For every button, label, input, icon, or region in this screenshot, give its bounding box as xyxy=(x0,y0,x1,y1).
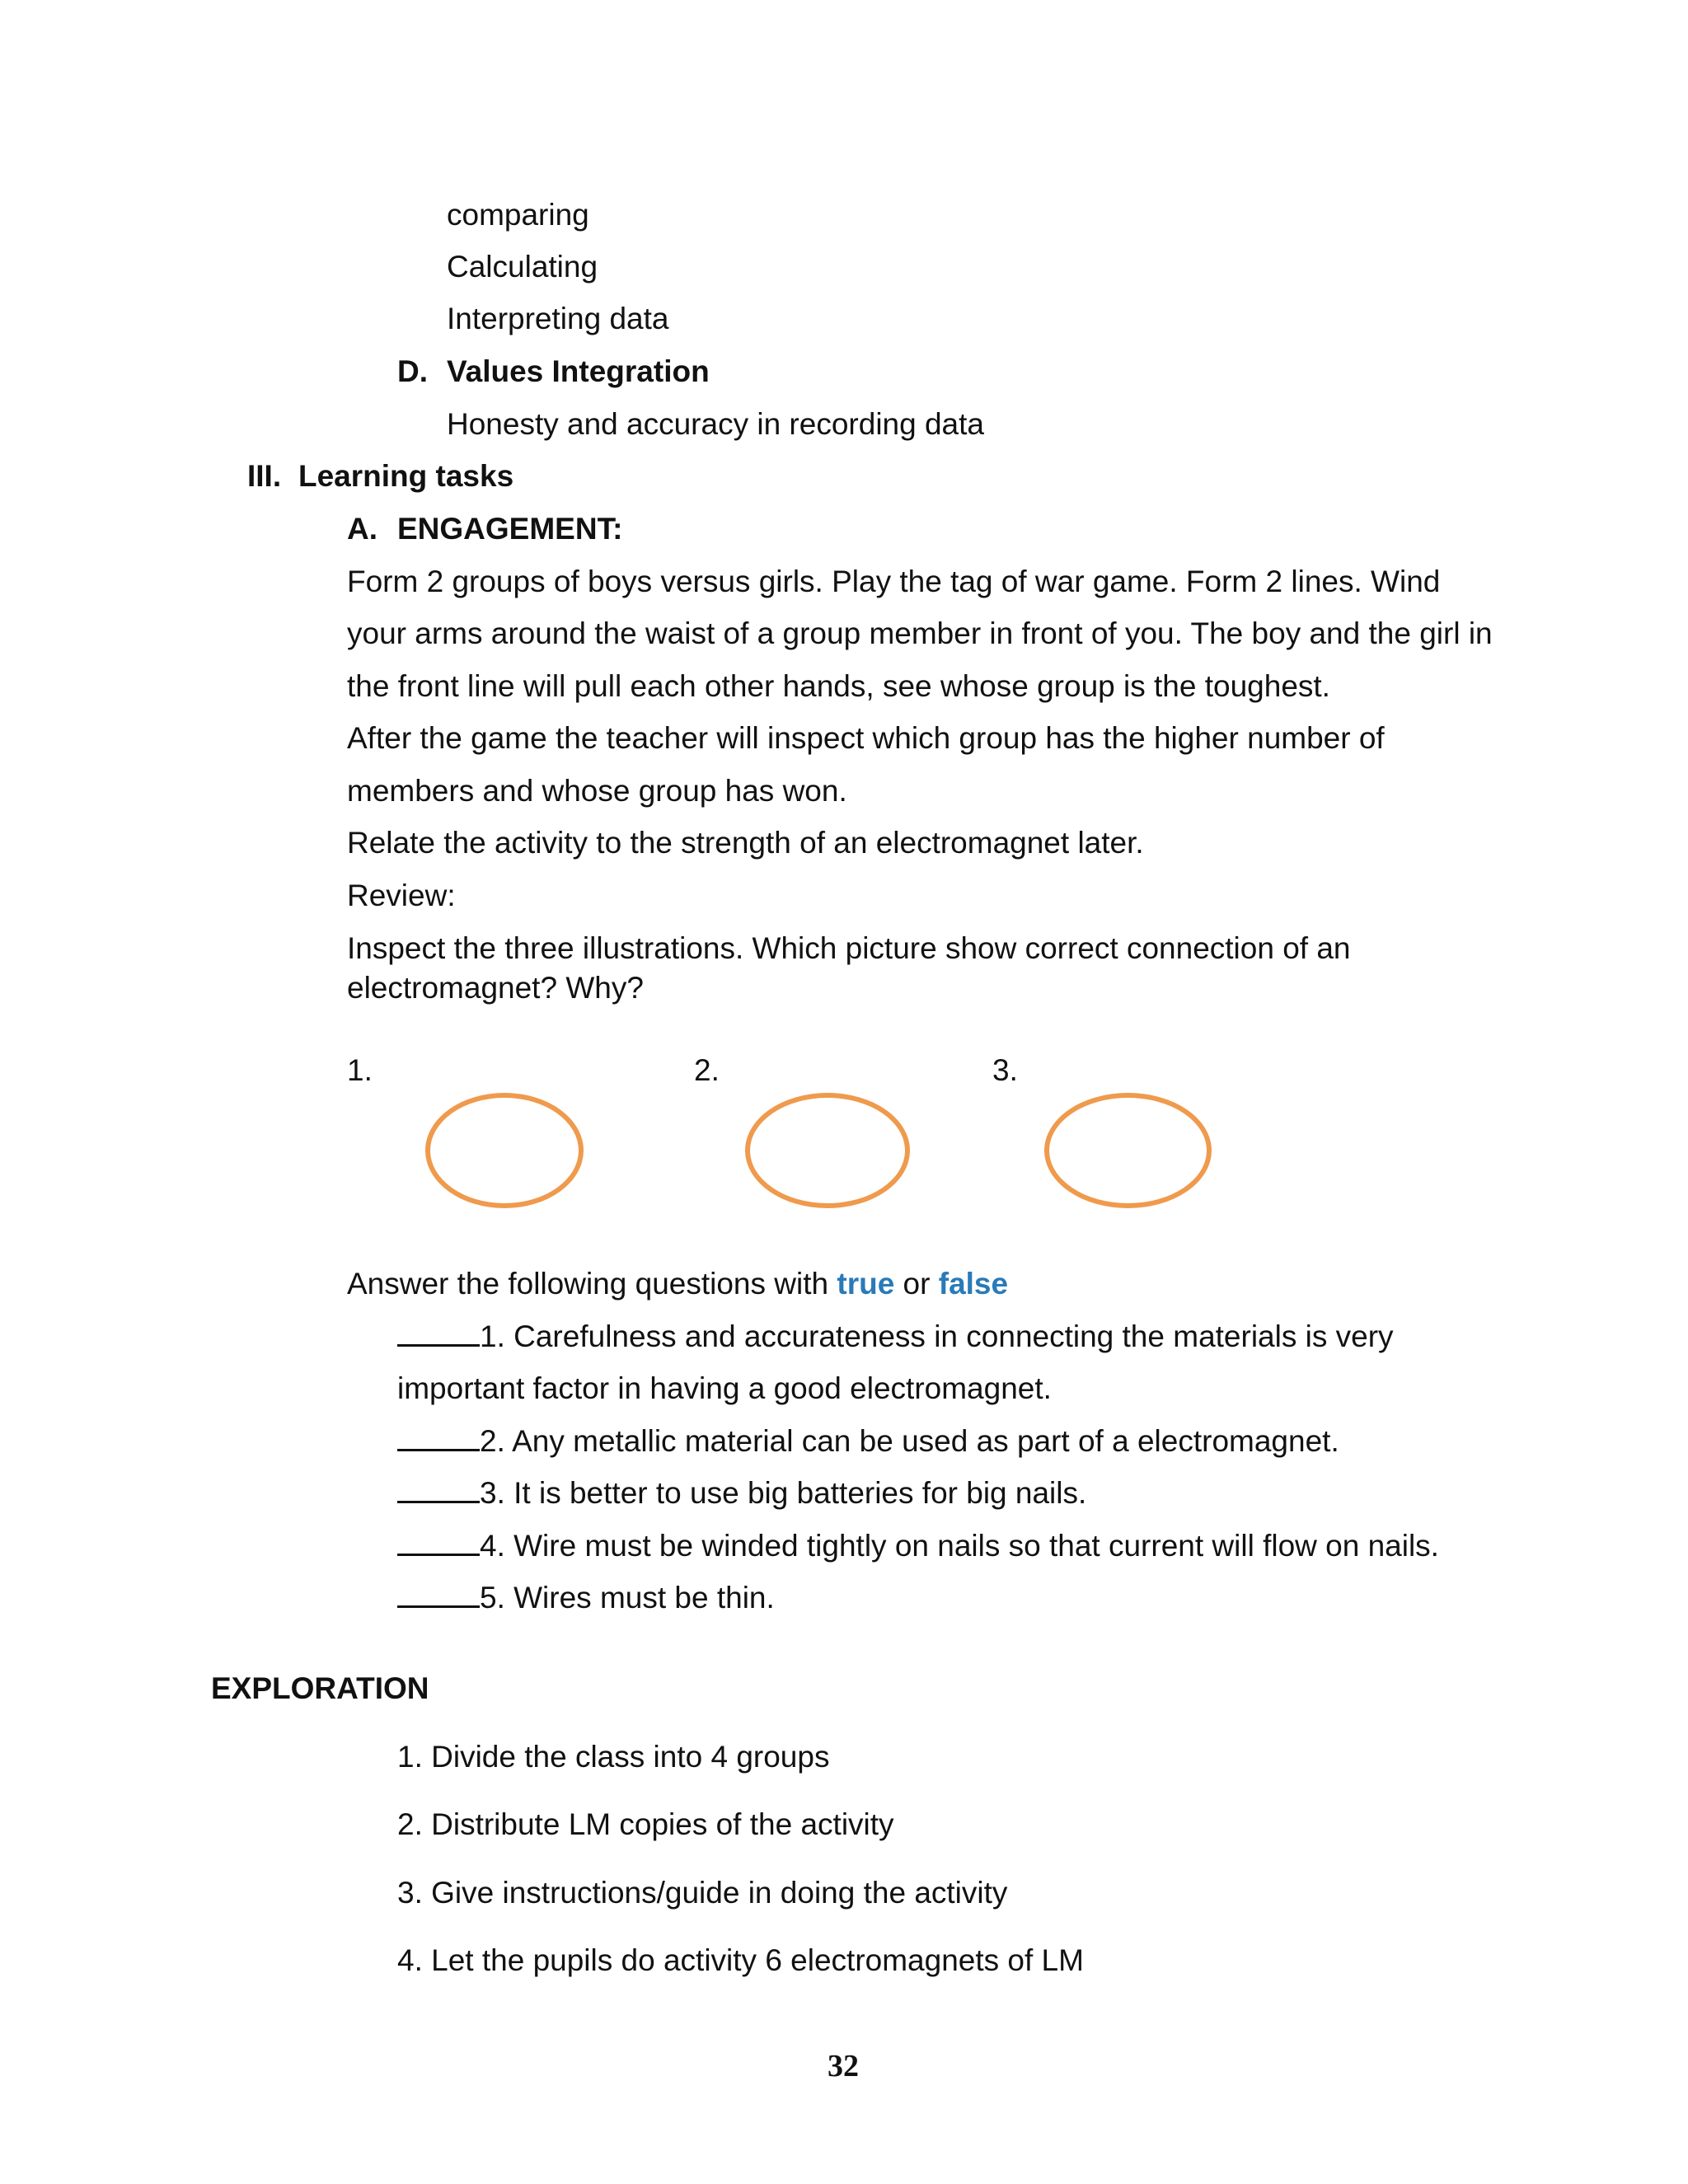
false-word: false xyxy=(938,1267,1009,1301)
illustration-3-circle xyxy=(1044,1093,1212,1208)
quiz-item-text: 4. Wire must be winded tightly on nails so that current will flow on nails. xyxy=(480,1529,1439,1563)
quiz-item-text: 5. Wires must be thin. xyxy=(480,1581,775,1615)
illustration-label: 2. xyxy=(694,1053,720,1087)
answer-blank[interactable] xyxy=(397,1319,480,1347)
engagement-line: your arms around the waist of a group member in front of you. The boy and the girl in xyxy=(347,616,1493,650)
quiz-item xyxy=(397,1319,1394,1355)
exploration-step: 3. Give instructions/guide in doing the activity xyxy=(397,1876,1008,1910)
illustration-2-circle xyxy=(745,1093,910,1208)
quiz-item-text: 1. Carefulness and accurateness in connecting the materials is very xyxy=(480,1319,1394,1353)
engagement-line: Form 2 groups of boys versus girls. Play the tag of war game. Form 2 lines. Wind xyxy=(347,565,1441,598)
quiz-item-continuation: important factor in having a good electromagnet. xyxy=(397,1371,1052,1405)
quiz-item xyxy=(397,1476,1086,1511)
quiz-item-text: 2. Any metallic material can be used as part of a electromagnet. xyxy=(480,1424,1339,1458)
section-letter-d: D. xyxy=(397,354,428,388)
exploration-heading: EXPLORATION xyxy=(211,1671,429,1705)
quiz-prompt-text: Answer the following questions with xyxy=(347,1267,837,1301)
engagement-line: the front line will pull each other hands, see whose group is the toughest. xyxy=(347,669,1330,703)
skill-item: Calculating xyxy=(447,250,598,284)
engagement-line: electromagnet? Why? xyxy=(347,971,644,1005)
quiz-item xyxy=(397,1581,775,1616)
engagement-heading: ENGAGEMENT: xyxy=(397,512,623,546)
page-number: 32 xyxy=(828,2049,859,2083)
exploration-step: 4. Let the pupils do activity 6 electromagnets of LM xyxy=(397,1943,1084,1977)
illustration-label: 3. xyxy=(992,1053,1018,1087)
engagement-line: Relate the activity to the strength of an electromagnet later. xyxy=(347,826,1144,860)
true-word: true xyxy=(837,1267,895,1301)
answer-blank[interactable] xyxy=(397,1529,480,1556)
quiz-item xyxy=(397,1529,1439,1564)
skill-item: Interpreting data xyxy=(447,302,669,335)
answer-blank[interactable] xyxy=(397,1424,480,1451)
section-letter-a: A. xyxy=(347,512,377,546)
engagement-line: After the game the teacher will inspect which group has the higher number of xyxy=(347,721,1385,755)
answer-blank[interactable] xyxy=(397,1581,480,1608)
review-label: Review: xyxy=(347,879,456,912)
illustration-1-circle xyxy=(425,1093,584,1208)
exploration-step: 2. Distribute LM copies of the activity xyxy=(397,1807,894,1841)
or-word: or xyxy=(894,1267,939,1301)
engagement-line: Inspect the three illustrations. Which picture show correct connection of an xyxy=(347,931,1351,965)
skill-item: comparing xyxy=(447,198,589,232)
quiz-item xyxy=(397,1424,1339,1460)
exploration-step: 1. Divide the class into 4 groups xyxy=(397,1740,830,1774)
values-integration-heading: Values Integration xyxy=(447,354,710,388)
engagement-line: members and whose group has won. xyxy=(347,774,847,808)
values-integration-text: Honesty and accuracy in recording data xyxy=(447,407,984,441)
illustration-label: 1. xyxy=(347,1053,373,1087)
quiz-item-text: 3. It is better to use big batteries for big nails. xyxy=(480,1476,1087,1510)
learning-tasks-heading: Learning tasks xyxy=(298,459,514,493)
answer-blank[interactable] xyxy=(397,1476,480,1503)
section-numeral-iii: III. xyxy=(247,459,282,493)
quiz-prompt xyxy=(347,1267,1008,1302)
